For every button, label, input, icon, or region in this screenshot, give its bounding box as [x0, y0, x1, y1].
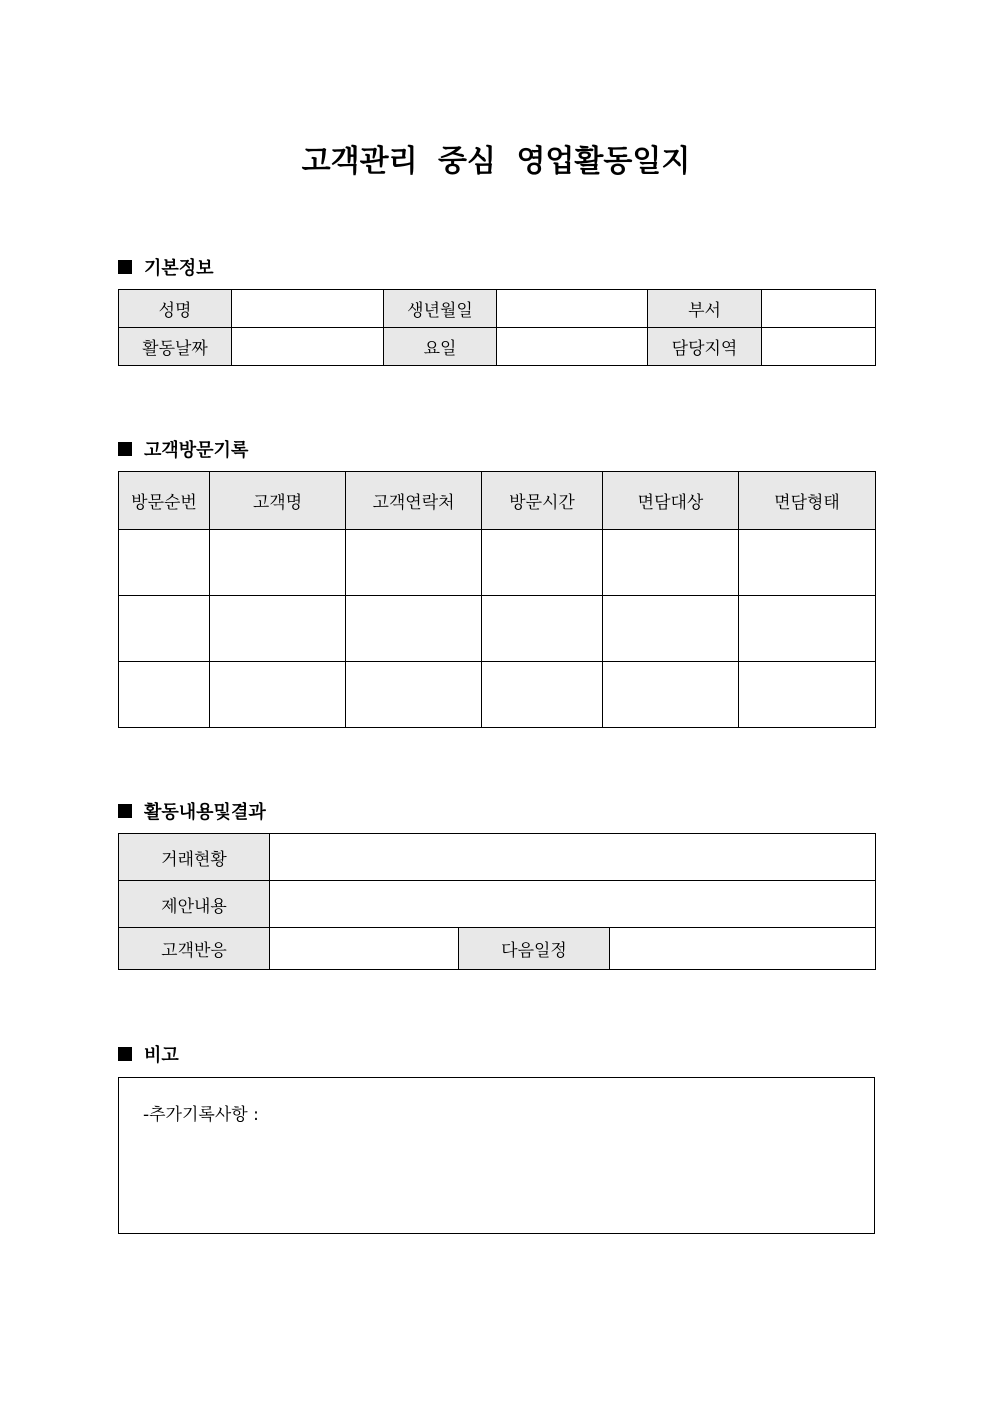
square-bullet-icon [118, 442, 132, 456]
table-cell[interactable] [482, 662, 603, 728]
weekday-label: 요일 [384, 328, 497, 366]
page-title: 고객관리 중심 영업활동일지 [301, 144, 691, 179]
activity-date-label: 활동날짜 [119, 328, 232, 366]
table-row [119, 596, 876, 662]
table-cell[interactable] [210, 530, 346, 596]
reaction-field[interactable] [270, 928, 459, 970]
table-cell[interactable] [739, 662, 876, 728]
section-activity-label: 활동내용및결과 [144, 802, 266, 823]
interview-type-header: 면담형태 [739, 472, 876, 530]
basic-info-table [118, 289, 876, 366]
activity-date-field[interactable] [232, 328, 384, 366]
section-heading-remarks [118, 1041, 179, 1067]
proposal-label: 제안내용 [119, 881, 270, 928]
table-cell[interactable] [482, 530, 603, 596]
deal-status-field[interactable] [270, 834, 876, 881]
birthdate-label: 생년월일 [384, 290, 497, 328]
table-cell[interactable] [603, 530, 739, 596]
remarks-text: -추가기록사항 : [143, 1105, 259, 1125]
square-bullet-icon [118, 804, 132, 818]
table-row [119, 662, 876, 728]
birthdate-field[interactable] [497, 290, 648, 328]
name-field[interactable] [232, 290, 384, 328]
reaction-label: 고객반응 [119, 928, 270, 970]
region-label: 담당지역 [648, 328, 762, 366]
activity-table [118, 833, 876, 970]
visit-order-header: 방문순번 [119, 472, 210, 530]
section-heading-visits [118, 436, 248, 462]
table-cell[interactable] [482, 596, 603, 662]
section-heading-basic [118, 254, 214, 280]
region-field[interactable] [762, 328, 876, 366]
proposal-field[interactable] [270, 881, 876, 928]
table-cell[interactable] [603, 662, 739, 728]
remarks-box[interactable] [118, 1077, 875, 1234]
deal-status-label: 거래현황 [119, 834, 270, 881]
table-row [119, 530, 876, 596]
interviewee-header: 면담대상 [603, 472, 739, 530]
visit-time-header: 방문시간 [482, 472, 603, 530]
weekday-field[interactable] [497, 328, 648, 366]
table-cell[interactable] [210, 662, 346, 728]
section-remarks-label: 비고 [144, 1045, 179, 1066]
square-bullet-icon [118, 1047, 132, 1061]
customer-contact-header: 고객연락처 [346, 472, 482, 530]
name-label: 성명 [119, 290, 232, 328]
table-cell[interactable] [346, 596, 482, 662]
next-schedule-label: 다음일정 [459, 928, 610, 970]
table-cell[interactable] [119, 596, 210, 662]
department-label: 부서 [648, 290, 762, 328]
table-cell[interactable] [119, 530, 210, 596]
table-cell[interactable] [210, 596, 346, 662]
table-cell[interactable] [346, 530, 482, 596]
table-cell[interactable] [739, 530, 876, 596]
section-basic-label: 기본정보 [144, 258, 214, 279]
table-cell[interactable] [739, 596, 876, 662]
table-cell[interactable] [603, 596, 739, 662]
section-visits-label: 고객방문기록 [144, 440, 249, 461]
next-schedule-field[interactable] [610, 928, 876, 970]
table-cell[interactable] [346, 662, 482, 728]
department-field[interactable] [762, 290, 876, 328]
section-heading-activity [118, 798, 266, 824]
square-bullet-icon [118, 260, 132, 274]
table-cell[interactable] [119, 662, 210, 728]
customer-name-header: 고객명 [210, 472, 346, 530]
visit-record-table [118, 471, 876, 728]
